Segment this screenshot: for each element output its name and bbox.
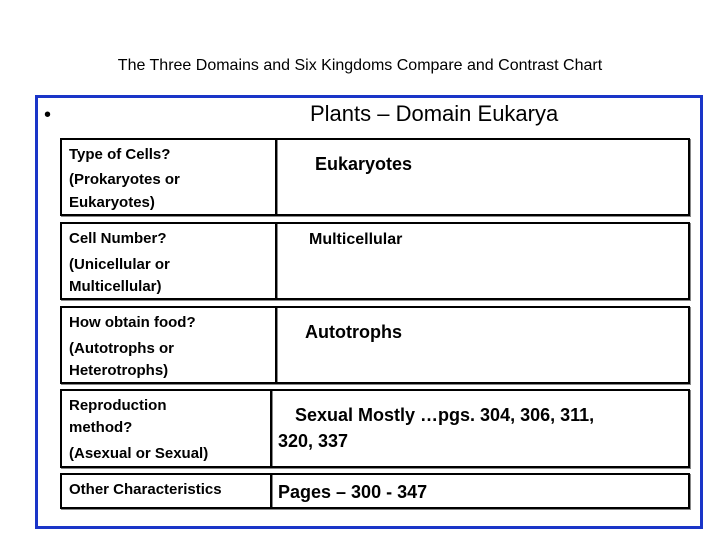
value-text: Eukaryotes	[315, 154, 413, 174]
label-cell	[60, 389, 272, 468]
table-row-cell-number	[60, 222, 690, 300]
label-cell	[60, 306, 277, 384]
label-line: Type of Cells?	[69, 146, 171, 163]
value-text: Autotrophs	[305, 322, 402, 342]
label-line: (Asexual or Sexual)	[69, 445, 209, 462]
value-text: 320, 337	[278, 431, 349, 451]
label-line: Multicellular)	[69, 278, 162, 295]
value-cell	[275, 222, 690, 300]
value-cell	[275, 306, 690, 384]
label-cell	[60, 473, 272, 509]
value-text: Sexual Mostly …pgs. 304, 306, 311,	[295, 405, 595, 425]
kingdom-heading: Plants – Domain Eukarya	[310, 101, 559, 126]
table-row-food	[60, 306, 690, 384]
label-line: (Autotrophs or	[69, 340, 174, 357]
label-line: Cell Number?	[69, 230, 167, 247]
label-line: Reproduction	[69, 397, 167, 414]
label-line: Other Characteristics	[69, 481, 222, 498]
value-cell	[270, 389, 690, 468]
value-cell	[275, 138, 690, 216]
label-line: Eukaryotes)	[69, 194, 155, 211]
value-text: Multicellular	[309, 231, 403, 248]
label-line: (Unicellular or	[69, 256, 170, 273]
label-line: How obtain food?	[69, 314, 196, 331]
bullet-marker: •	[44, 104, 52, 126]
table-row-cell-type	[60, 138, 690, 216]
label-line: method?	[69, 419, 133, 436]
label-line: Heterotrophs)	[69, 362, 169, 379]
chart-title: The Three Domains and Six Kingdoms Compare and Contrast Chart	[117, 57, 603, 74]
value-cell	[270, 473, 690, 509]
label-cell	[60, 138, 277, 216]
table-row-reproduction	[60, 389, 690, 468]
label-line: (Prokaryotes or	[69, 171, 180, 188]
label-cell	[60, 222, 277, 300]
table-row-other	[60, 473, 690, 509]
value-text: Pages – 300 - 347	[278, 482, 428, 502]
